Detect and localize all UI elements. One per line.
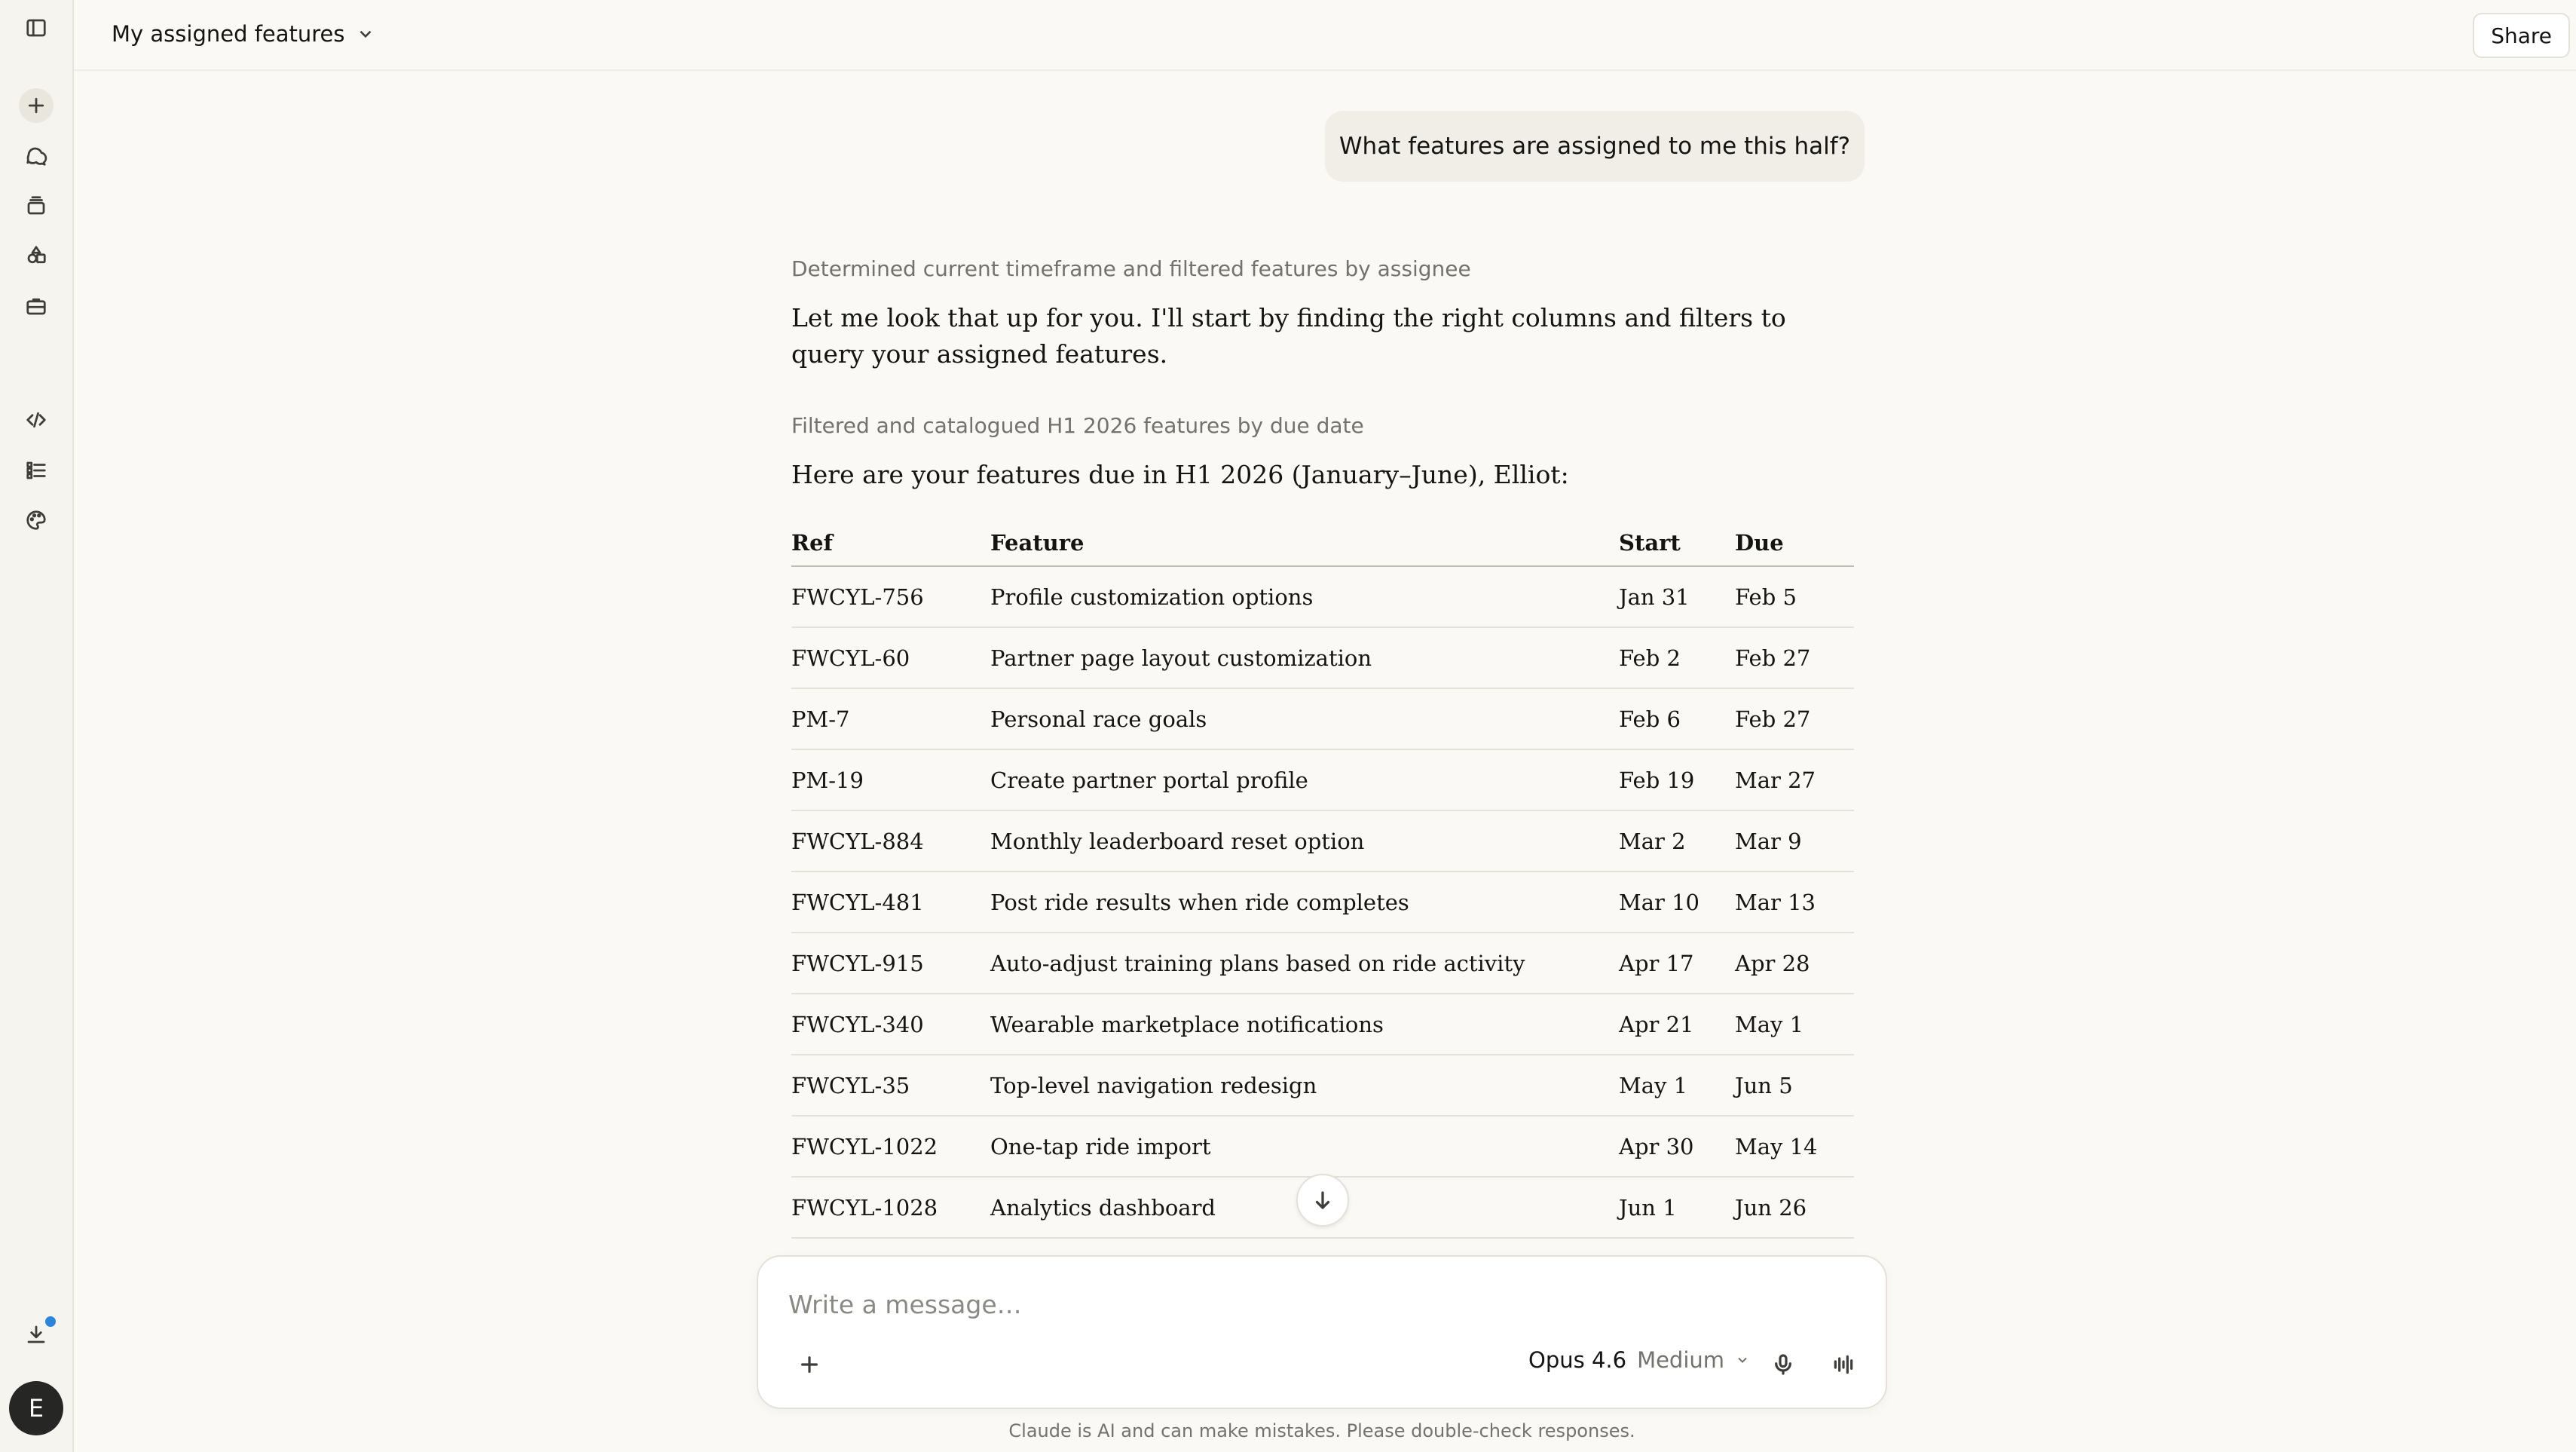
ref-cell: FWCYL-1022 <box>791 1116 990 1177</box>
disclaimer: Claude is AI and can make mistakes. Please double-check responses. <box>1008 1420 1635 1441</box>
ref-cell: FWCYL-756 <box>791 566 990 627</box>
projects-icon[interactable] <box>19 188 54 223</box>
feature-cell: Partner page layout customization <box>990 627 1619 688</box>
table-row <box>791 872 1854 933</box>
notification-dot <box>44 1315 57 1328</box>
ref-cell: FWCYL-60 <box>791 627 990 688</box>
plus-icon <box>797 1352 821 1377</box>
artifacts-icon[interactable] <box>19 238 54 273</box>
features-table <box>791 520 1854 1239</box>
feature-cell: Profile customization options <box>990 566 1619 627</box>
top-divider <box>74 69 2576 75</box>
conversation-title: My assigned features <box>112 21 345 47</box>
ref-cell: FWCYL-35 <box>791 1055 990 1116</box>
due-cell: May 14 <box>1735 1116 1854 1177</box>
ref-cell: FWCYL-481 <box>791 872 990 933</box>
user-message: What features are assigned to me this half? <box>1325 111 1865 182</box>
start-cell: May 1 <box>1619 1055 1735 1116</box>
start-cell: Jun 1 <box>1619 1177 1735 1238</box>
table-row <box>791 1055 1854 1116</box>
due-cell: Mar 9 <box>1735 810 1854 872</box>
conversation-title-menu[interactable] <box>106 17 381 51</box>
chats-icon[interactable] <box>19 139 54 173</box>
arrow-down-icon <box>1311 1189 1334 1212</box>
ref-cell: FWCYL-915 <box>791 933 990 994</box>
due-cell: Feb 27 <box>1735 688 1854 749</box>
new-chat-button[interactable] <box>19 88 54 123</box>
due-cell: Apr 28 <box>1735 933 1854 994</box>
model-effort: Medium <box>1637 1347 1725 1373</box>
feature-cell: Create partner portal profile <box>990 749 1619 810</box>
briefcase-icon[interactable] <box>19 289 54 323</box>
due-cell: May 1 <box>1735 994 1854 1055</box>
ref-cell: PM-19 <box>791 749 990 810</box>
table-row <box>791 933 1854 994</box>
column-header-start: Start <box>1619 520 1735 566</box>
feature-cell: Monthly leaderboard reset option <box>990 810 1619 872</box>
start-cell: Mar 10 <box>1619 872 1735 933</box>
ref-cell: FWCYL-340 <box>791 994 990 1055</box>
feature-cell: Analytics dashboard <box>990 1177 1619 1238</box>
chevron-down-icon <box>1735 1352 1750 1368</box>
table-row <box>791 627 1854 688</box>
feature-cell: Post ride results when ride completes <box>990 872 1619 933</box>
table-row <box>791 994 1854 1055</box>
due-cell: Feb 27 <box>1735 627 1854 688</box>
thinking-summary-1[interactable]: Determined current timeframe and filtered features by assignee <box>791 256 1471 281</box>
list-icon[interactable] <box>19 453 54 488</box>
table-row <box>791 810 1854 872</box>
microphone-button[interactable] <box>1764 1345 1803 1384</box>
add-attachment-button[interactable] <box>790 1345 829 1384</box>
due-cell: Feb 5 <box>1735 566 1854 627</box>
feature-cell: Top-level navigation redesign <box>990 1055 1619 1116</box>
ref-cell: FWCYL-1028 <box>791 1177 990 1238</box>
feature-cell: Auto-adjust training plans based on ride activity <box>990 933 1619 994</box>
response-paragraph-1: Let me look that up for you. I'll start by finding the right columns and filters to query your assigned features. <box>791 303 1786 369</box>
start-cell: Apr 21 <box>1619 994 1735 1055</box>
scroll-to-bottom-button[interactable] <box>1296 1174 1349 1227</box>
model-name: Opus 4.6 <box>1528 1347 1627 1373</box>
avatar-initial: E <box>28 1394 44 1423</box>
column-header-feature: Feature <box>990 520 1619 566</box>
avatar[interactable] <box>9 1381 63 1435</box>
ref-cell: PM-7 <box>791 688 990 749</box>
due-cell: Mar 13 <box>1735 872 1854 933</box>
waveform-icon <box>1831 1352 1856 1377</box>
table-row <box>791 566 1854 627</box>
table-row <box>791 688 1854 749</box>
plus-icon <box>25 94 47 117</box>
feature-cell: Wearable marketplace notifications <box>990 994 1619 1055</box>
start-cell: Feb 2 <box>1619 627 1735 688</box>
start-cell: Apr 17 <box>1619 933 1735 994</box>
palette-icon[interactable] <box>19 503 54 538</box>
voice-mode-button[interactable] <box>1824 1345 1863 1384</box>
code-icon[interactable] <box>19 403 54 437</box>
start-cell: Feb 6 <box>1619 688 1735 749</box>
sidebar <box>0 0 74 1452</box>
start-cell: Feb 19 <box>1619 749 1735 810</box>
table-row <box>791 1116 1854 1177</box>
chevron-down-icon <box>356 24 375 44</box>
feature-cell: One-tap ride import <box>990 1116 1619 1177</box>
column-header-ref: Ref <box>791 520 990 566</box>
due-cell: Mar 27 <box>1735 749 1854 810</box>
microphone-icon <box>1771 1352 1795 1377</box>
start-cell: Mar 2 <box>1619 810 1735 872</box>
top-bar <box>74 0 2576 68</box>
due-cell: Jun 5 <box>1735 1055 1854 1116</box>
start-cell: Jan 31 <box>1619 566 1735 627</box>
ref-cell: FWCYL-884 <box>791 810 990 872</box>
column-header-due: Due <box>1735 520 1854 566</box>
share-button[interactable]: Share <box>2473 13 2570 58</box>
sidebar-toggle-icon[interactable] <box>19 11 54 45</box>
model-selector[interactable] <box>1528 1347 1750 1373</box>
response-paragraph-2: Here are your features due in H1 2026 (January–June), Elliot: <box>791 460 1569 489</box>
thinking-summary-2[interactable]: Filtered and catalogued H1 2026 features by due date <box>791 413 1364 438</box>
feature-cell: Personal race goals <box>990 688 1619 749</box>
message-composer <box>757 1255 1887 1409</box>
table-header-row <box>791 520 1854 566</box>
due-cell: Jun 26 <box>1735 1177 1854 1238</box>
start-cell: Apr 30 <box>1619 1116 1735 1177</box>
table-row <box>791 749 1854 810</box>
message-input[interactable]: Write a message… <box>788 1290 1022 1319</box>
